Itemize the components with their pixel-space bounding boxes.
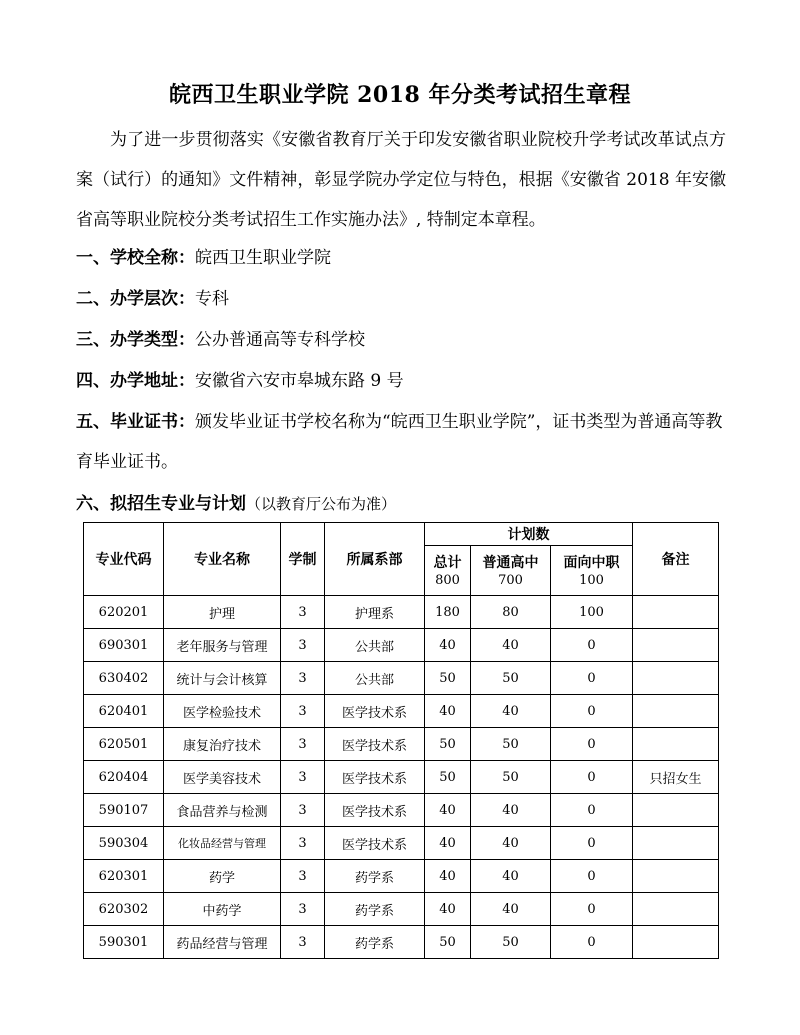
cell-total: 180	[425, 596, 471, 629]
cell-vocational: 0	[551, 662, 633, 695]
cell-remark	[633, 662, 719, 695]
cell-name: 药品经营与管理	[164, 926, 281, 959]
cell-general: 50	[471, 662, 551, 695]
cell-total: 50	[425, 761, 471, 794]
cell-general: 40	[471, 860, 551, 893]
header-name: 专业名称	[164, 523, 281, 596]
header-vocational	[551, 546, 633, 596]
header-code: 专业代码	[84, 523, 164, 596]
section-heading: 二、办学层次：	[76, 289, 195, 309]
cell-name: 老年服务与管理	[164, 629, 281, 662]
cell-name: 医学检验技术	[164, 695, 281, 728]
cell-general: 40	[471, 893, 551, 926]
section-heading: 五、毕业证书：	[76, 412, 195, 432]
cell-code: 590304	[84, 827, 164, 860]
section-school-name	[76, 238, 736, 278]
table-row	[84, 728, 719, 761]
header-total-number: 800	[435, 572, 460, 588]
cell-dept: 医学技术系	[325, 761, 425, 794]
header-vocational-label: 面向中职	[563, 554, 620, 571]
cell-remark	[633, 728, 719, 761]
cell-total: 40	[425, 629, 471, 662]
section-text: 公办普通高等专科学校	[195, 330, 365, 350]
cell-code: 620501	[84, 728, 164, 761]
cell-total: 40	[425, 695, 471, 728]
header-total-label: 总计	[433, 554, 462, 571]
table-row	[84, 629, 719, 662]
section-certificate	[76, 402, 736, 482]
cell-dept: 公共部	[325, 629, 425, 662]
cell-dept: 医学技术系	[325, 794, 425, 827]
cell-total: 50	[425, 926, 471, 959]
cell-dept: 医学技术系	[325, 695, 425, 728]
cell-years: 3	[281, 761, 325, 794]
cell-years: 3	[281, 662, 325, 695]
cell-vocational: 0	[551, 794, 633, 827]
section-address	[76, 361, 736, 401]
section-heading: 四、办学地址：	[76, 371, 195, 391]
section-heading: 一、学校全称：	[76, 248, 195, 268]
cell-vocational: 0	[551, 860, 633, 893]
cell-code: 620201	[84, 596, 164, 629]
cell-vocational: 0	[551, 827, 633, 860]
table-row	[84, 794, 719, 827]
header-general-label: 普通高中	[482, 554, 539, 571]
cell-code: 620301	[84, 860, 164, 893]
cell-total: 40	[425, 794, 471, 827]
header-remark: 备注	[633, 523, 719, 596]
section-text: 颁发毕业证书学校名称为“皖西卫生职业学院”，证书类型为普通高等教育毕业证书。	[76, 412, 723, 472]
cell-remark	[633, 794, 719, 827]
header-general	[471, 546, 551, 596]
page-title: 皖西卫生职业学院 2018 年分类考试招生章程	[168, 82, 632, 108]
table-row	[84, 761, 719, 794]
cell-vocational: 100	[551, 596, 633, 629]
cell-dept: 医学技术系	[325, 827, 425, 860]
cell-dept: 医学技术系	[325, 728, 425, 761]
cell-vocational: 0	[551, 761, 633, 794]
cell-vocational: 0	[551, 926, 633, 959]
cell-dept: 公共部	[325, 662, 425, 695]
cell-remark	[633, 629, 719, 662]
section-note: （以教育厅公布为准）	[246, 495, 397, 513]
cell-general: 50	[471, 761, 551, 794]
cell-remark	[633, 695, 719, 728]
table-row	[84, 926, 719, 959]
cell-years: 3	[281, 629, 325, 662]
cell-remark	[633, 596, 719, 629]
cell-total: 40	[425, 827, 471, 860]
cell-years: 3	[281, 827, 325, 860]
cell-name: 化妆品经营与管理	[164, 827, 281, 860]
cell-dept: 药学系	[325, 860, 425, 893]
cell-remark: 只招女生	[633, 761, 719, 794]
section-level	[76, 279, 736, 319]
cell-code: 630402	[84, 662, 164, 695]
cell-code: 620401	[84, 695, 164, 728]
cell-code: 620302	[84, 893, 164, 926]
cell-general: 40	[471, 695, 551, 728]
cell-general: 50	[471, 926, 551, 959]
header-dept: 所属系部	[325, 523, 425, 596]
intro-paragraph: 为了进一步贯彻落实《安徽省教育厅关于印发安徽省职业院校升学考试改革试点方案（试行）的通知》文件精神，彰显学院办学定位与特色，根据《安徽省 2018 年安徽省高等职业院校分类考试招生工作实施办法》, 特制定本章程。	[76, 130, 726, 230]
cell-vocational: 0	[551, 629, 633, 662]
header-total	[425, 546, 471, 596]
cell-general: 40	[471, 629, 551, 662]
cell-remark	[633, 926, 719, 959]
table-row	[84, 695, 719, 728]
cell-vocational: 0	[551, 728, 633, 761]
cell-name: 护理	[164, 596, 281, 629]
cell-dept: 药学系	[325, 893, 425, 926]
section-type	[76, 320, 736, 360]
cell-total: 50	[425, 662, 471, 695]
cell-total: 50	[425, 728, 471, 761]
cell-dept: 药学系	[325, 926, 425, 959]
cell-remark	[633, 893, 719, 926]
cell-general: 40	[471, 827, 551, 860]
cell-general: 40	[471, 794, 551, 827]
cell-years: 3	[281, 695, 325, 728]
cell-code: 590107	[84, 794, 164, 827]
cell-years: 3	[281, 926, 325, 959]
header-general-number: 700	[498, 572, 523, 588]
cell-remark	[633, 827, 719, 860]
cell-years: 3	[281, 893, 325, 926]
cell-code: 620404	[84, 761, 164, 794]
cell-name: 药学	[164, 860, 281, 893]
cell-vocational: 0	[551, 695, 633, 728]
section-text: 皖西卫生职业学院	[195, 248, 331, 268]
cell-general: 50	[471, 728, 551, 761]
section-plan	[76, 484, 736, 524]
cell-total: 40	[425, 860, 471, 893]
table-row	[84, 860, 719, 893]
cell-code: 690301	[84, 629, 164, 662]
cell-general: 80	[471, 596, 551, 629]
cell-dept: 护理系	[325, 596, 425, 629]
cell-remark	[633, 860, 719, 893]
cell-name: 医学美容技术	[164, 761, 281, 794]
section-text: 专科	[195, 289, 229, 309]
cell-name: 食品营养与检测	[164, 794, 281, 827]
section-heading: 六、拟招生专业与计划	[76, 494, 246, 514]
cell-code: 590301	[84, 926, 164, 959]
cell-years: 3	[281, 596, 325, 629]
cell-years: 3	[281, 794, 325, 827]
header-vocational-number: 100	[579, 572, 604, 588]
table-row	[84, 596, 719, 629]
cell-name: 统计与会计核算	[164, 662, 281, 695]
table-row	[84, 827, 719, 860]
enrollment-plan-table	[83, 522, 719, 959]
cell-vocational: 0	[551, 893, 633, 926]
table-row	[84, 893, 719, 926]
table-row	[84, 662, 719, 695]
cell-name: 康复治疗技术	[164, 728, 281, 761]
section-text: 安徽省六安市皋城东路 9 号	[195, 371, 404, 391]
section-heading: 三、办学类型：	[76, 330, 195, 350]
cell-total: 40	[425, 893, 471, 926]
cell-name: 中药学	[164, 893, 281, 926]
cell-years: 3	[281, 728, 325, 761]
cell-years: 3	[281, 860, 325, 893]
header-plan: 计划数	[425, 523, 633, 546]
header-years: 学制	[281, 523, 325, 596]
